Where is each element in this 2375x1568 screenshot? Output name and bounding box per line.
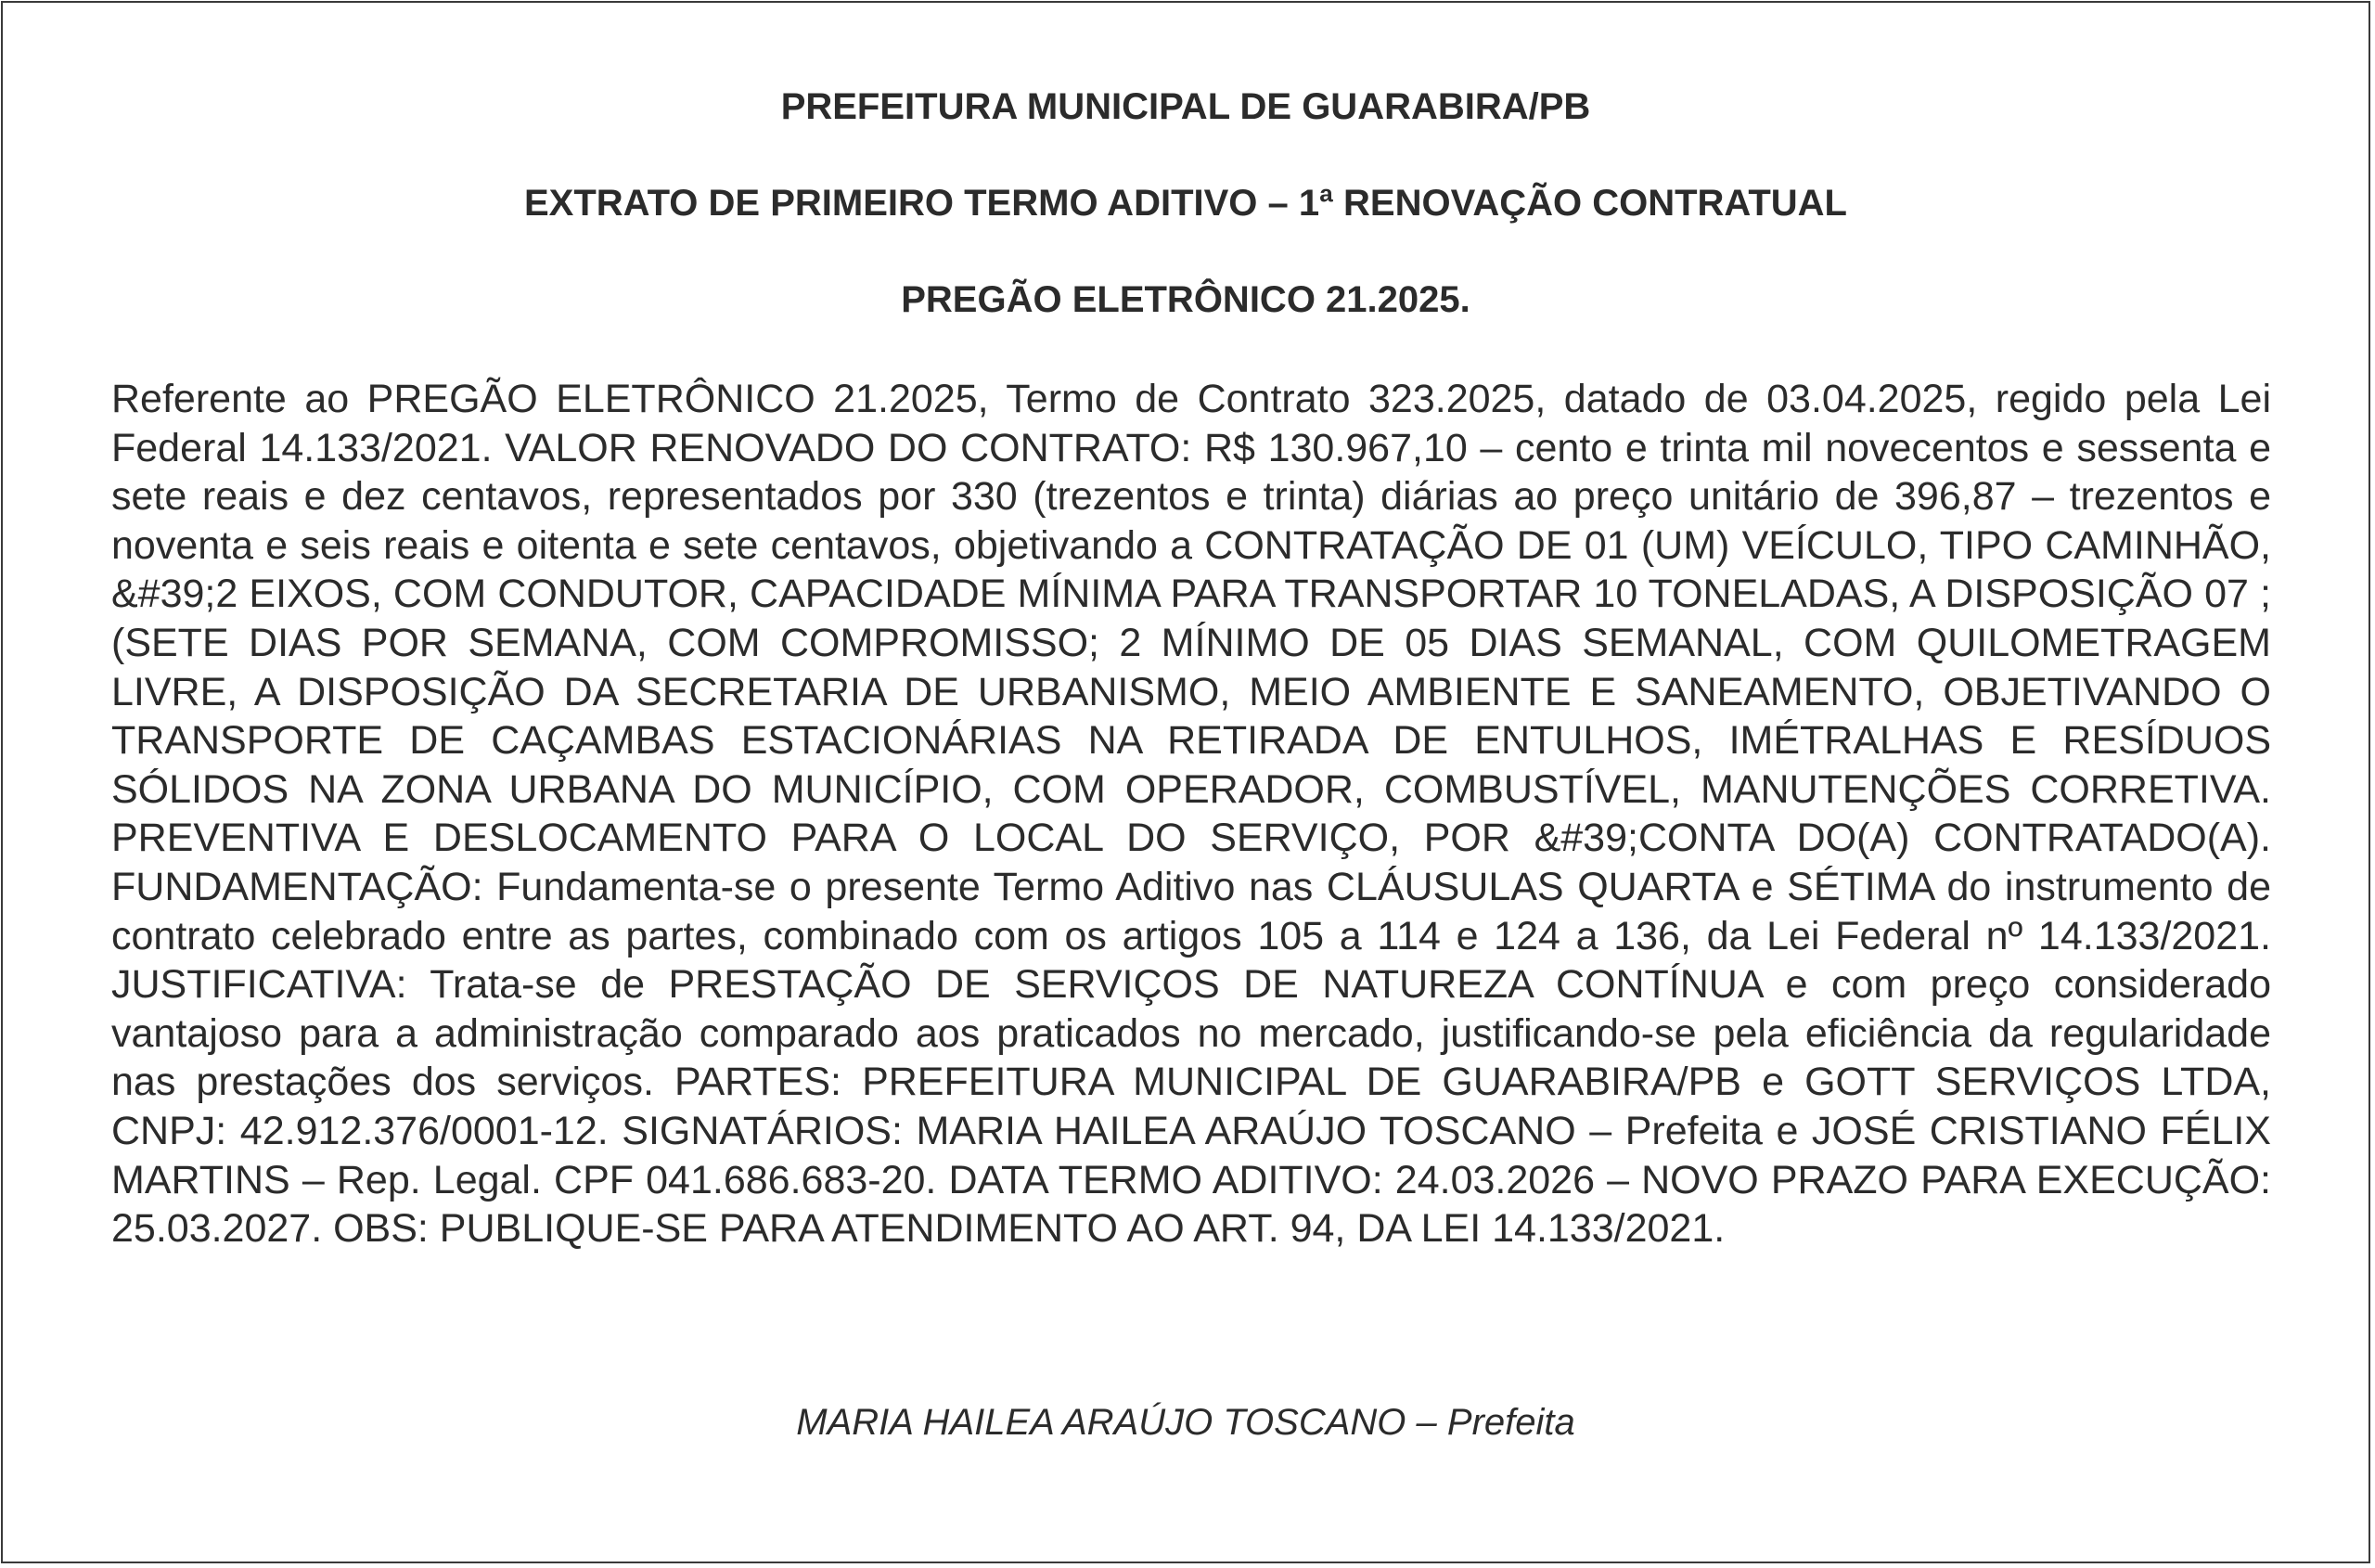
document-frame (1, 1, 2370, 1563)
document-title: EXTRATO DE PRIMEIRO TERMO ADITIVO – 1ª RENOVAÇÃO CONTRATUAL (524, 183, 1847, 224)
procurement-reference: PREGÃO ELETRÔNICO 21.2025. (901, 279, 1470, 320)
issuer-heading: PREFEITURA MUNICIPAL DE GUARABIRA/PB (780, 86, 1591, 127)
signature-line: MARIA HAILEA ARAÚJO TOSCANO – Prefeita (796, 1402, 1575, 1443)
extract-body-text: Referente ao PREGÃO ELETRÔNICO 21.2025, Termo de Contrato 323.2025, datado de 03.04.2025, regido pela Lei Federal 14.133/2021. VALOR RENOVADO DO CONTRATO: R$ 130.967,10 – cento e trinta mil novecentos e sessenta e sete reais e dez centavos, representados por 330 (trezentos e trinta) diárias ao preço unitário de 396,87 – trezentos e noventa e seis reais e oitenta e sete centavos, objetivando a CONTRATAÇÃO DE 01 (UM) VEÍCULO, TIPO CAMINHÃO, &#39;2 EIXOS, COM CONDUTOR, CAPACIDADE MÍNIMA PARA TRANSPORTAR 10 TONELADAS, A DISPOSIÇÃO 07 ;(SETE DIAS POR SEMANA, COM COMPROMISSO; 2 MÍNIMO DE 05 DIAS SEMANAL, COM QUILOMETRAGEM LIVRE, A DISPOSIÇÃO DA SECRETARIA DE URBANISMO, MEIO AMBIENTE E SANEAMENTO, OBJETIVANDO O TRANSPORTE DE CAÇAMBAS ESTACIONÁRIAS NA RETIRADA DE ENTULHOS, IMÉTRALHAS E RESÍDUOS SÓLIDOS NA ZONA URBANA DO MUNICÍPIO, COM OPERADOR, COMBUSTÍVEL, MANUTENÇÕES CORRETIVA. PREVENTIVA E DESLOCAMENTO PARA O LOCAL DO SERVIÇO, POR &#39;CONTA DO(A) CONTRATADO(A). FUNDAMENTAÇÃO: Fundamenta-se o presente Termo Aditivo nas CLÁUSULAS QUARTA e SÉTIMA do instrumento de contrato celebrado entre as partes, combinado com os artigos 105 a 114 e 124 a 136, da Lei Federal nº 14.133/2021. JUSTIFICATIVA: Trata-se de PRESTAÇÃO DE SERVIÇOS DE NATUREZA CONTÍNUA e com preço considerado vantajoso para a administração comparado aos praticados no mercado, justificando-se pela eficiência da regularidade nas prestações dos serviços. PARTES: PREFEITURA MUNICIPAL DE GUARABIRA/PB e GOTT SERVIÇOS LTDA, CNPJ: 42.912.376/0001-12. SIGNATÁRIOS: MARIA HAILEA ARAÚJO TOSCANO – Prefeita e JOSÉ CRISTIANO FÉLIX MARTINS – Rep. Legal. CPF 041.686.683-20. DATA TERMO ADITIVO: 24.03.2026 – NOVO PRAZO PARA EXECUÇÃO: 25.03.2027. OBS: PUBLIQUE-SE PARA ATENDIMENTO AO ART. 94, DA LEI 14.133/2021. (111, 377, 2271, 1252)
